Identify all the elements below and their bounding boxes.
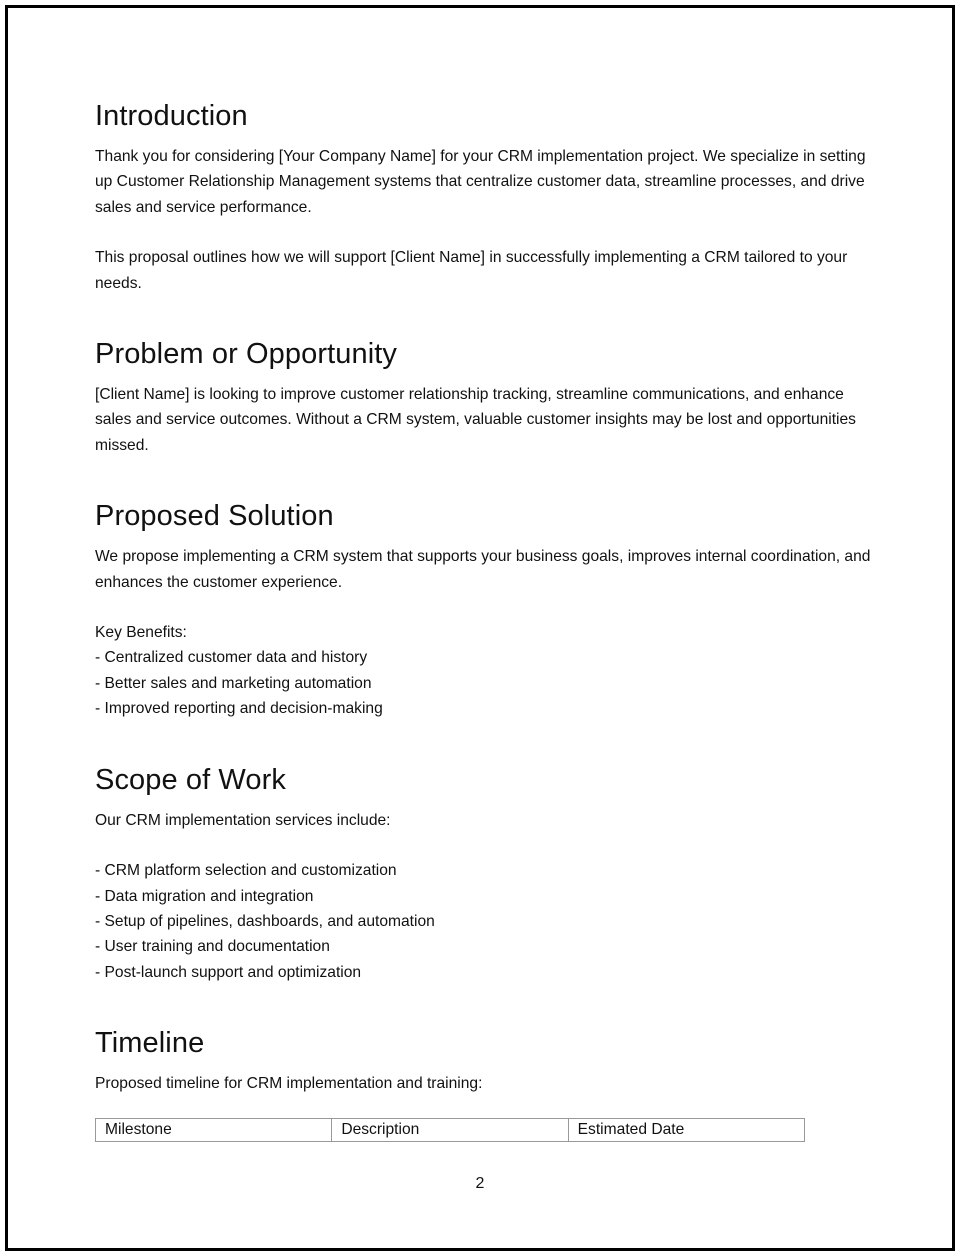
- scope-item: - CRM platform selection and customization: [95, 862, 397, 880]
- problem-heading: Problem or Opportunity: [95, 338, 397, 371]
- problem-section: [95, 334, 875, 458]
- benefit-item: - Centralized customer data and history: [95, 649, 368, 667]
- estimated-date-column-header: Estimated Date: [568, 1118, 804, 1141]
- timeline-heading: Timeline: [95, 1027, 205, 1060]
- timeline-section: [95, 1023, 875, 1141]
- benefit-item: - Improved reporting and decision-making: [95, 700, 383, 718]
- scope-item: - Data migration and integration: [95, 887, 314, 905]
- page-number: 2: [475, 1175, 485, 1192]
- description-column-header: Description: [332, 1118, 568, 1141]
- solution-heading: Proposed Solution: [95, 500, 334, 533]
- introduction-paragraph-2: This proposal outlines how we will support [Client Name] in successfully implementing a CRM tailored to your needs.: [95, 249, 848, 292]
- introduction-heading: Introduction: [95, 100, 248, 132]
- benefits-label: Key Benefits:: [95, 624, 187, 642]
- scope-item: - Post-launch support and optimization: [95, 963, 362, 981]
- timeline-table-header-row: [96, 1118, 805, 1141]
- scope-intro: Our CRM implementation services include:: [95, 811, 391, 829]
- solution-section: [95, 496, 875, 721]
- scope-heading: Scope of Work: [95, 763, 286, 796]
- timeline-intro: Proposed timeline for CRM implementation and training:: [95, 1075, 483, 1093]
- document-body: [95, 96, 875, 1142]
- milestone-column-header: Milestone: [96, 1118, 332, 1141]
- problem-paragraph: [Client Name] is looking to improve customer relationship tracking, streamline communications, and enhance sales and service outcomes. Without a CRM system, valuable customer insights may be lost and opportunities missed.: [95, 386, 856, 454]
- scope-section: [95, 760, 875, 985]
- benefit-item: - Better sales and marketing automation: [95, 674, 372, 692]
- scope-item: - User training and documentation: [95, 938, 330, 956]
- scope-item: - Setup of pipelines, dashboards, and automation: [95, 912, 435, 930]
- timeline-table: [95, 1118, 805, 1142]
- introduction-paragraph-1: Thank you for considering [Your Company Name] for your CRM implementation project. We specialize in setting up Customer Relationship Management systems that centralize customer data, streamline processes, and drive sales and service performance.: [95, 148, 866, 216]
- introduction-section: [95, 96, 875, 296]
- solution-paragraph: We propose implementing a CRM system that supports your business goals, improves internal coordination, and enhances the customer experience.: [95, 548, 871, 591]
